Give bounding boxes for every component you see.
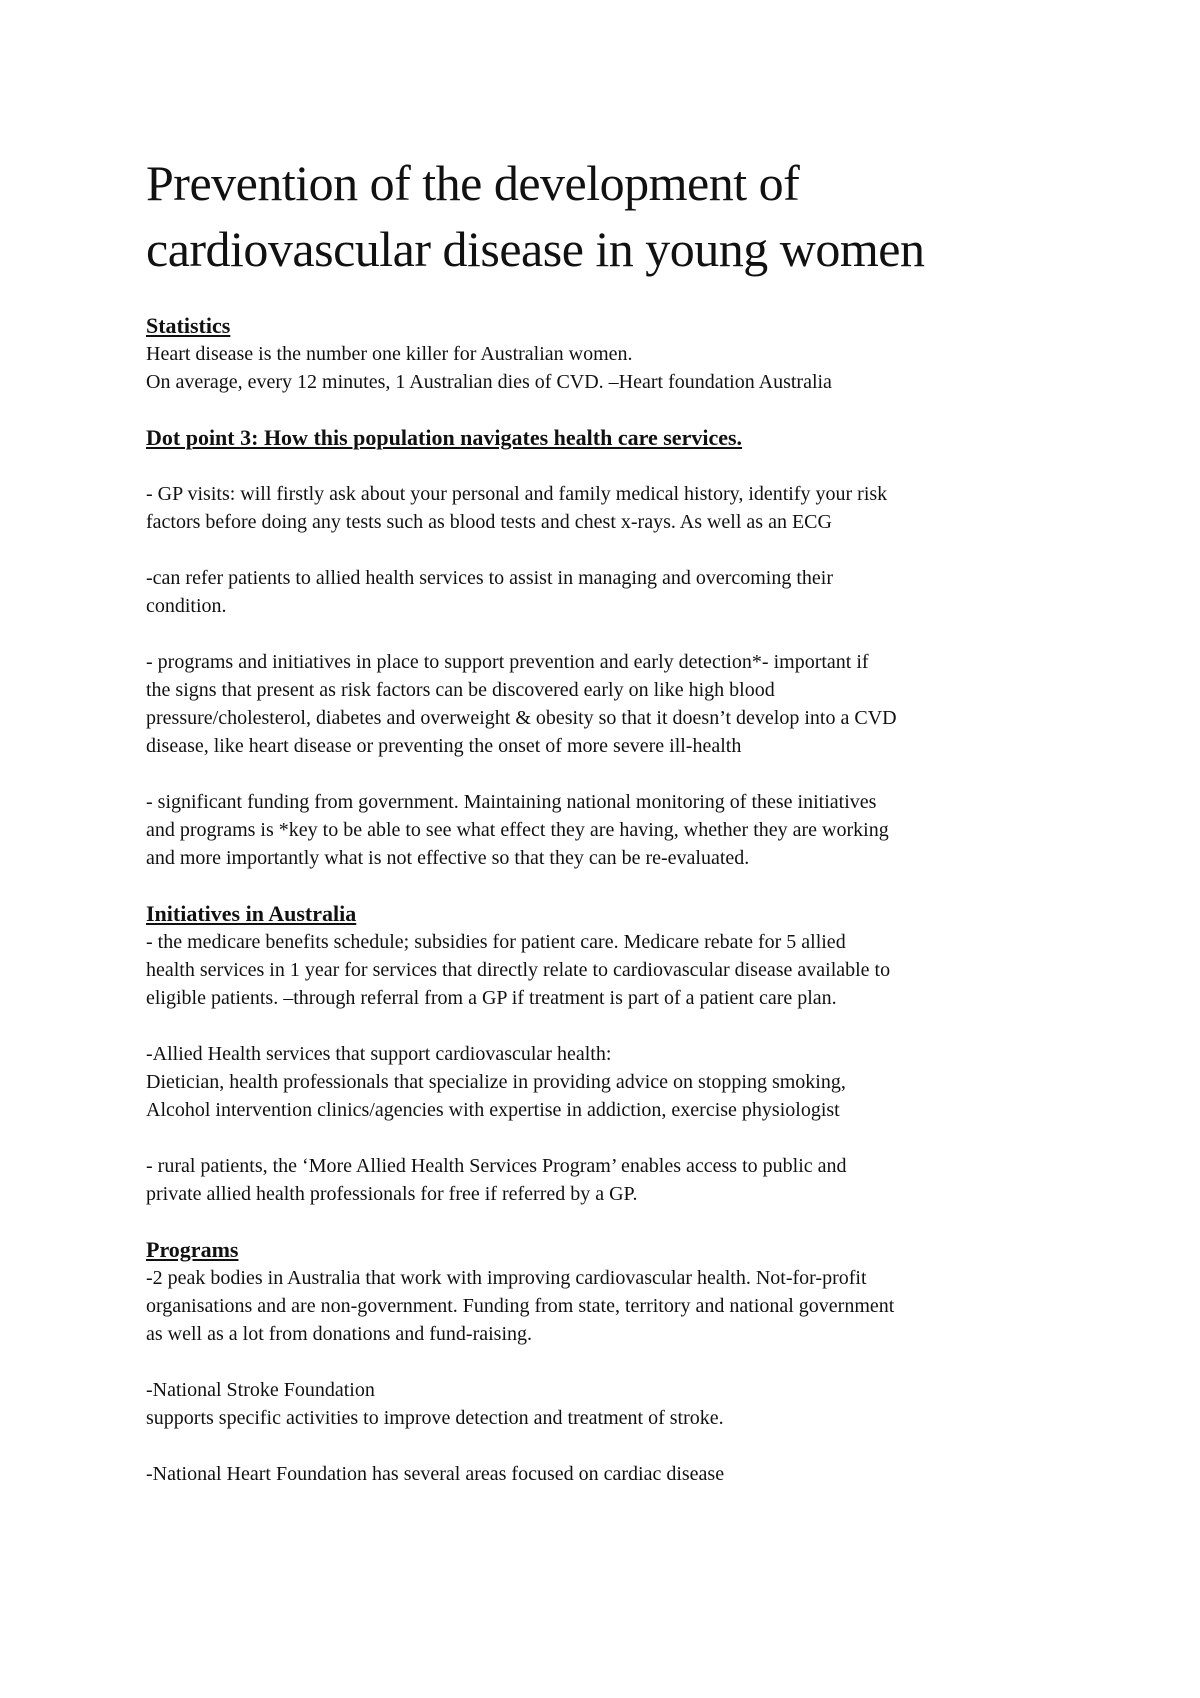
text-line: as well as a lot from donations and fund-raising. [146, 1323, 533, 1345]
paragraph [146, 340, 1086, 396]
paragraph [146, 1264, 1086, 1348]
section-dot-point-3 [146, 424, 1086, 872]
text-line: supports specific activities to improve detection and treatment of stroke. [146, 1407, 724, 1429]
section-heading: Initiatives in Australia [146, 901, 357, 926]
text-line: -Allied Health services that support cardiovascular health: [146, 1043, 612, 1065]
text-line: -can refer patients to allied health services to assist in managing and overcoming their [146, 567, 833, 589]
text-line: -National Heart Foundation has several areas focused on cardiac disease [146, 1463, 725, 1485]
document-page [146, 150, 1086, 1488]
text-line: Dietician, health professionals that specialize in providing advice on stopping smoking, [146, 1071, 846, 1093]
section-statistics [146, 312, 1086, 396]
paragraph [146, 1152, 1086, 1208]
text-line: On average, every 12 minutes, 1 Australian dies of CVD. –Heart foundation Australia [146, 371, 832, 393]
text-line: and programs is *key to be able to see what effect they are having, whether they are working [146, 819, 889, 841]
text-line: - GP visits: will firstly ask about your personal and family medical history, identify your risk [146, 483, 888, 505]
document-title [146, 150, 1086, 282]
paragraph [146, 1040, 1086, 1124]
paragraph [146, 1376, 1086, 1432]
text-line: pressure/cholesterol, diabetes and overweight & obesity so that it doesn’t develop into a CVD [146, 707, 897, 729]
paragraph [146, 648, 1086, 760]
text-line: -2 peak bodies in Australia that work with improving cardiovascular health. Not-for-profit [146, 1267, 867, 1289]
section-heading: Programs [146, 1237, 239, 1262]
paragraph [146, 788, 1086, 872]
text-line: health services in 1 year for services that directly relate to cardiovascular disease available to [146, 959, 891, 981]
paragraph [146, 480, 1086, 536]
text-line: organisations and are non-government. Funding from state, territory and national government [146, 1295, 895, 1317]
text-line: - rural patients, the ‘More Allied Health Services Program’ enables access to public and [146, 1155, 847, 1177]
text-line: eligible patients. –through referral from a GP if treatment is part of a patient care plan. [146, 987, 837, 1009]
paragraph [146, 928, 1086, 1012]
section-heading: Dot point 3: How this population navigates health care services. [146, 425, 743, 450]
text-line: factors before doing any tests such as blood tests and chest x-rays. As well as an ECG [146, 511, 832, 533]
section-programs [146, 1236, 1086, 1488]
text-line: - programs and initiatives in place to support prevention and early detection*- important if [146, 651, 869, 673]
text-line: -National Stroke Foundation [146, 1379, 375, 1401]
title-line: cardiovascular disease in young women [146, 221, 925, 277]
text-line: - significant funding from government. Maintaining national monitoring of these initiatives [146, 791, 877, 813]
text-line: - the medicare benefits schedule; subsidies for patient care. Medicare rebate for 5 allied [146, 931, 846, 953]
text-line: condition. [146, 595, 227, 617]
title-line: Prevention of the development of [146, 155, 800, 211]
text-line: the signs that present as risk factors can be discovered early on like high blood [146, 679, 775, 701]
text-line: Heart disease is the number one killer for Australian women. [146, 343, 633, 365]
paragraph [146, 1460, 1086, 1488]
section-initiatives [146, 900, 1086, 1208]
text-line: Alcohol intervention clinics/agencies with expertise in addiction, exercise physiologist [146, 1099, 840, 1121]
text-line: and more importantly what is not effective so that they can be re-evaluated. [146, 847, 750, 869]
text-line: private allied health professionals for free if referred by a GP. [146, 1183, 638, 1205]
paragraph [146, 564, 1086, 620]
text-line: disease, like heart disease or preventing the onset of more severe ill-health [146, 735, 742, 757]
section-heading: Statistics [146, 313, 231, 338]
